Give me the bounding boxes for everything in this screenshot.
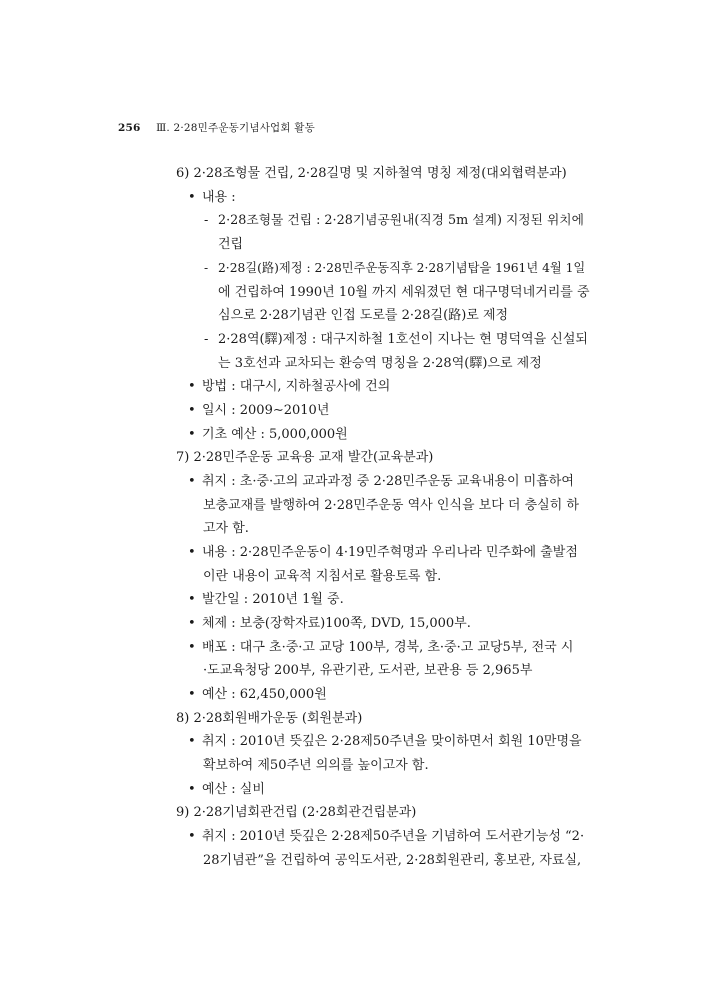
sub-list-item-text: 2·28역(驛)제정 : 대구지하철 1호선이 지나는 현 명덕역을 신설되 bbox=[218, 332, 588, 347]
list-item bbox=[188, 730, 582, 754]
bullet-marker: • bbox=[188, 640, 196, 655]
list-item-text: 예산 : 62,450,000원 bbox=[202, 687, 327, 702]
list-item bbox=[188, 612, 471, 636]
list-item-text: 내용 : 2·28민주운동이 4·19민주혁명과 우리나라 민주화에 출발점 bbox=[202, 545, 578, 560]
bullet-marker: • bbox=[188, 687, 196, 702]
sub-list-item bbox=[204, 209, 584, 233]
sub-list-item-text: 2·28길(路)제정 : 2·28민주운동직후 2·28기념탑을 1961년 4월 1일 bbox=[218, 261, 586, 275]
list-item bbox=[188, 683, 327, 707]
list-item bbox=[188, 470, 574, 494]
section-heading-6: 6) 2·28조형물 건립, 2·28길명 및 지하철역 명칭 제정(대외협력분과) bbox=[176, 166, 567, 181]
bullet-marker: • bbox=[188, 379, 196, 394]
list-item-text: 방법 : 대구시, 지하철공사에 건의 bbox=[202, 379, 391, 394]
list-item bbox=[188, 375, 390, 399]
list-item bbox=[188, 825, 584, 849]
list-item-text: 배포 : 대구 초·중·고 교당 100부, 경북, 초·중·고 교당5부, 전국 시 bbox=[202, 640, 574, 655]
bullet-marker: • bbox=[188, 829, 196, 844]
running-header bbox=[118, 120, 315, 135]
list-item-text: 체제 : 보충(장학자료)100쪽, DVD, 15,000부. bbox=[202, 616, 471, 631]
list-item-text: 일시 : 2009∼2010년 bbox=[202, 403, 330, 418]
list-item-text: 예산 : 실비 bbox=[202, 782, 265, 797]
bullet-marker: • bbox=[188, 545, 196, 560]
continuation-line: 이란 내용이 교육적 지침서로 활용토록 함. bbox=[203, 569, 442, 584]
list-item-text: 취지 : 초·중·고의 교과과정 중 2·28민주운동 교육내용이 미흡하여 bbox=[202, 474, 574, 489]
continuation-line: 28기념관”을 건립하여 공익도서관, 2·28회원관리, 홍보관, 자료실, bbox=[203, 853, 582, 868]
dash-marker: - bbox=[204, 332, 209, 347]
section-heading-8: 8) 2·28회원배가운동 (회원분과) bbox=[176, 711, 363, 726]
sub-list-item bbox=[204, 257, 585, 281]
continuation-line: ·도교육청당 200부, 유관기관, 도서관, 보관용 등 2,965부 bbox=[203, 663, 533, 678]
bullet-marker: • bbox=[188, 616, 196, 631]
bullet-marker: • bbox=[188, 427, 196, 442]
continuation-line: 심으로 2·28기념관 인접 도로를 2·28길(路)로 제정 bbox=[218, 308, 509, 323]
bullet-marker: • bbox=[188, 190, 196, 205]
bullet-marker: • bbox=[188, 782, 196, 797]
continuation-line: 건립 bbox=[218, 237, 244, 252]
continuation-line: 고자 함. bbox=[203, 521, 249, 536]
bullet-marker: • bbox=[188, 734, 196, 749]
list-item bbox=[188, 778, 265, 802]
list-item bbox=[188, 423, 348, 447]
bullet-marker: • bbox=[188, 592, 196, 607]
section-heading-7: 7) 2·28민주운동 교육용 교재 발간(교육분과) bbox=[176, 450, 434, 465]
bullet-marker: • bbox=[188, 403, 196, 418]
list-item bbox=[188, 636, 573, 660]
continuation-line: 확보하여 제50주년 의의를 높이고자 함. bbox=[203, 758, 429, 773]
list-item-text: 발간일 : 2010년 1월 중. bbox=[202, 592, 344, 607]
continuation-line: 보충교재를 발행하여 2·28민주운동 역사 인식을 보다 더 충실히 하 bbox=[203, 498, 579, 513]
dash-marker: - bbox=[204, 213, 209, 228]
list-item bbox=[188, 186, 236, 210]
list-item-text: 취지 : 2010년 뜻깊은 2·28제50주년을 기념하여 도서관기능성 “2· bbox=[202, 829, 585, 844]
page-number: 256 bbox=[118, 122, 141, 134]
list-item-text: 내용 : bbox=[202, 190, 236, 205]
continuation-line: 는 3호선과 교차되는 환승역 명칭을 2·28역(驛)으로 제정 bbox=[218, 356, 542, 371]
list-item-text: 기초 예산 : 5,000,000원 bbox=[202, 427, 348, 442]
bullet-marker: • bbox=[188, 474, 196, 489]
list-item bbox=[188, 588, 344, 612]
list-item bbox=[188, 399, 329, 423]
continuation-line: 에 건립하여 1990년 10월 까지 세워졌던 현 대구명덕네거리를 중 bbox=[218, 285, 590, 300]
sub-list-item bbox=[204, 328, 588, 352]
chapter-title: Ⅲ. 2·28민주운동기념사업회 활동 bbox=[156, 122, 315, 134]
section-heading-9: 9) 2·28기념회관건립 (2·28회관건립분과) bbox=[176, 805, 417, 820]
dash-marker: - bbox=[204, 261, 209, 275]
list-item bbox=[188, 541, 578, 565]
sub-list-item-text: 2·28조형물 건립 : 2·28기념공원내(직경 5m 설계) 지정된 위치에 bbox=[218, 213, 584, 228]
list-item-text: 취지 : 2010년 뜻깊은 2·28제50주년을 맞이하면서 회원 10만명을 bbox=[202, 734, 582, 749]
